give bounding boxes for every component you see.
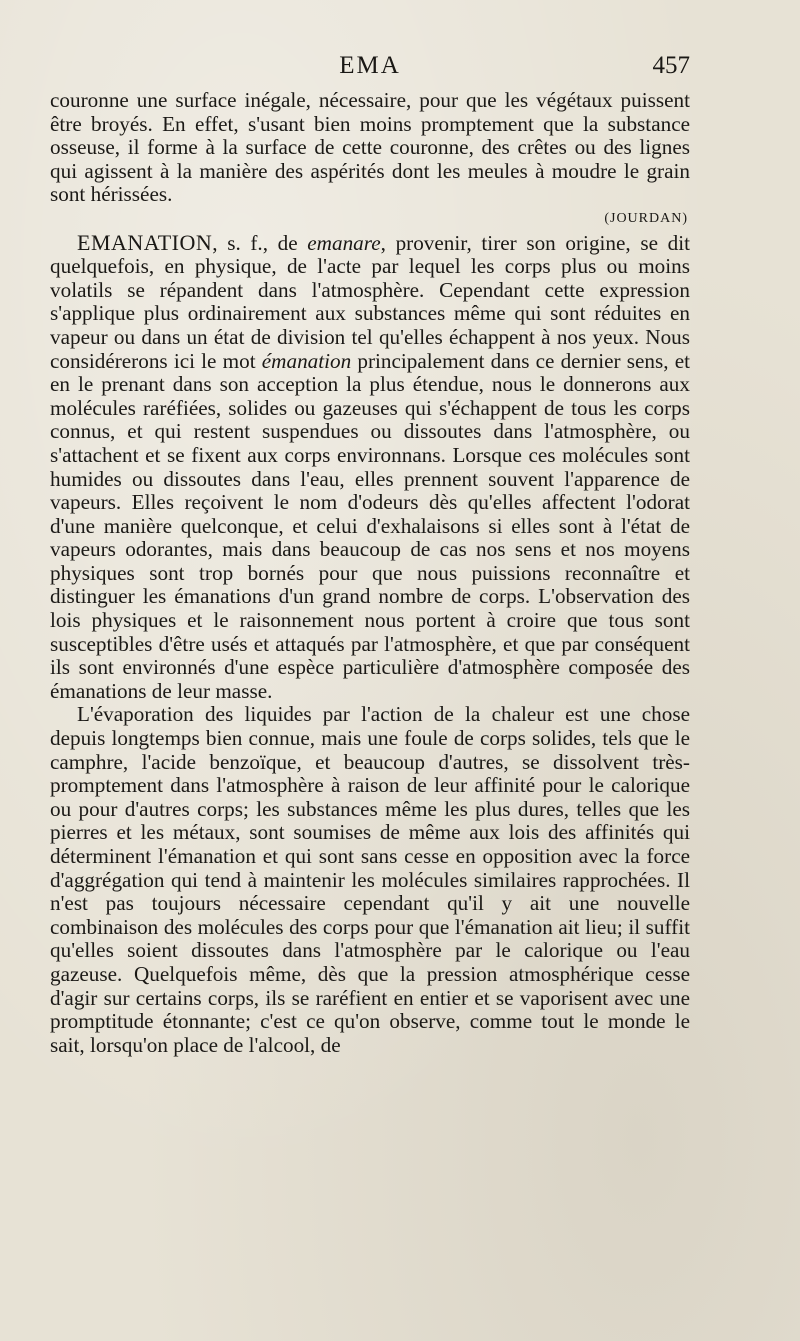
etymon: emanare (307, 230, 381, 255)
page-header (50, 52, 690, 84)
body-text (50, 89, 690, 1057)
emanation-paragraph-1 (50, 231, 690, 704)
running-head: EMA (339, 52, 401, 79)
emanation-paragraph-2: L'évaporation des liquides par l'action de la chaleur est une chose depuis longtemps bien connue, mais une foule de corps solides, tels que le camphre, l'acide benzoïque, et beaucoup d'autres, se dissolvent très-promptement dans l'atmosphère à raison de leur affinité pour le calorique ou pour d'autres corps; les substances même les plus dures, telles que les pierres et les métaux, sont soumises de même aux lois des affinités qui déterminent l'émanation et qui sont sans cesse en opposition avec la force d'aggrégation qui tend à maintenir les molécules similaires rapprochées. Il n'est pas toujours nécessaire cependant qu'il y ait une nouvelle combinaison des molécules des corps pour que l'émanation ait lieu; il suffit qu'elles soient dissoutes dans l'atmosphère par le calorique ou l'eau gazeuse. Quelquefois même, dès que la pression atmosphérique cesse d'agir sur certains corps, ils se raréfient en entier et se vaporisent avec une promptitude étonnante; c'est ce qu'on observe, comme tout le monde le sait, lorsqu'on place de l'alcool, de (50, 702, 690, 1057)
term-emphasis: émanation (261, 348, 352, 373)
continuation-paragraph: couronne une surface inégale, nécessaire, pour que les végétaux puissent être broyés. En effet, s'usant bien moins promptement que la substance osseuse, il forme à la surface de cette couronne, des crêtes ou des lignes qui agissent à la manière des aspérités dont les meules à moudre le grain sont hérissées. (50, 88, 690, 207)
source-attribution: (JOURDAN) (604, 210, 688, 226)
page-number: 457 (652, 52, 690, 79)
paragraph-text-end: principalement dans ce dernier sens, et en le prenant dans son acception la plus étendue, nous le donnerons aux molécules raréfiées, solides ou gazeuses qui s'échappent de tous les corps connus, et qui restent suspendues ou dissoutes dans l'atmosphère, ou s'attachent et se fixent aux corps environnans. Lorsque ces molécules sont humides ou dissoutes dans l'eau, elles prennent souvent l'apparence de vapeurs. Elles reçoivent le nom d'odeurs dès qu'elles affectent l'odorat d'une manière quelconque, et celui d'exhalaisons si elles sont à l'état de vapeurs odorantes, mais dans beaucoup de cas nos sens et nos moyens physiques sont trop bornés pour que nous puissions reconnaître et distinguer les émanations d'un grand nombre de corps. L'observation des lois physiques et le raisonnement nous portent à croire que tous sont susceptibles d'être usés et attaqués par l'atmosphère, et que par conséquent ils sont environnés d'une espèce particulière d'atmosphère composée des émanations de leur masse. (50, 348, 690, 703)
entry-headword: EMANATION (77, 229, 213, 255)
paragraph-text: , provenir, tirer son origine, se dit quelquefois, en physique, de l'acte par lequel les corps plus ou moins volatils se répandent dans l'atmosphère. Cependant cette expression s'applique plus ordinairement aux substances même qui sont réduites en vapeur ou dans un état de division tel qu'elles échappent à nos yeux. Nous considérerons ici le mot (50, 230, 690, 373)
grammar-note: , s. f., de (212, 230, 308, 255)
